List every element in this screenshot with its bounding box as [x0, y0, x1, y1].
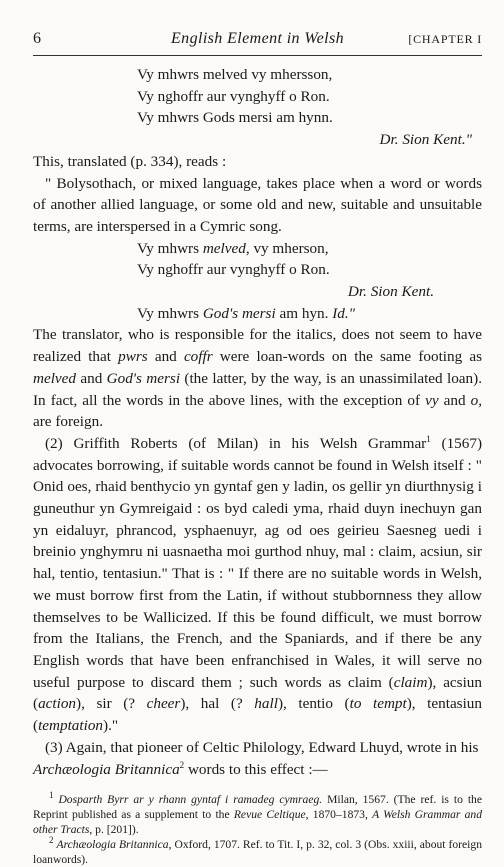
paragraph-griffith-roberts: (2) Griffith Roberts (of Milan) in his Welsh Grammar$^1$ (1567) advocates borrowing, if suitable words cannot be found in Welsh itself : " Onid oes, rhaid benthycio yn gyntaf gen y ladin, os gellir yn diurthnysig i guneuthur yn Gymreigaid : os byd caledi yma, rhaid duyn inechuyn gan yn eidaluyr, phrancod, ysphaenuyr, ag od oes geirieu Saesneg uedi i breinio ynghymru ni uasnaetha moi gurthod nhuy, mal : claim, acsiun, sir hal, tentio, tentasiun." That is : " If there are no suitable words in Welsh, we must borrow first from the Latin, if without stubbornness they allow themselves to be Wallicized. If this be found difficult, we must borrow from the Italians, the French, and the Spaniards, and if there be any English words that have been enfranchised in Wales, it will serve no useful purpose to discard them ; such words as claim (claim), acsiun (action), sir (? cheer), hal (? hall), tentio (to tempt), tentasiun (temptation)." — [33, 433, 483, 735]
verse2-line1: Vy mhwrs melved, vy mherson, — [137, 239, 329, 257]
verse2-line3: Vy mhwrs God's mersi am hyn. Id." — [137, 304, 356, 322]
verse1-attribution: Dr. Sion Kent." — [379, 131, 472, 149]
page-body — [33, 64, 482, 780]
verse1-line3: Vy mhwrs Gods mersi am hynn. — [137, 109, 333, 127]
verse2-attribution: Dr. Sion Kent. — [347, 283, 434, 301]
intro-line: This, translated (p. 334), reads : — [33, 152, 227, 170]
footnotes — [33, 792, 482, 867]
footnote-2: $^2$ Archæologia Britannica, Oxford, 1707. Ref. to Tit. I, p. 32, col. 3 (Obs. xxiii, about foreign loanwords). — [33, 835, 482, 867]
verse1-line1: Vy mhwrs melved vy mhersson, — [137, 66, 333, 83]
footnote-1: $^1$ Dosparth Byrr ar y rhann gyntaf i ramadeg cymraeg. Milan, 1567. (The ref. is to the Reprint published as a supplement to the Revue Celtique, 1870–1873, A Welsh Grammar and other Tracts, p. [201]). — [33, 790, 483, 837]
paragraph-translator: The translator, who is responsible for the italics, does not seem to have realized that pwrs and coffr were loan-words on the same footing as melved and God's mersi (the latter, by the way, is an unassimilated loan). In fact, all the words in the above lines, with the exception of vy and o, are foreign. — [33, 326, 483, 431]
running-title: English Element in Welsh — [171, 30, 344, 47]
footnote-ref-2: 2 — [179, 759, 185, 770]
quote-paragraph: " Bolysothach, or mixed language, takes place when a word or words of another allied language, or some old and new, suitable and unsuitable terms, are interspersed in a Cymric song. — [33, 174, 482, 235]
page-number: 6 — [33, 30, 41, 47]
verse2-line2: Vy nghoffr aur vynghyff o Ron. — [137, 261, 330, 279]
running-header — [33, 30, 482, 52]
header-rule — [33, 55, 482, 56]
paragraph-lhuyd: (3) Again, that pioneer of Celtic Philology, Edward Lhuyd, wrote in his Archæologia Britannica$^2$ words to this effect :— — [33, 738, 479, 778]
footnote-ref-1: 1 — [426, 433, 431, 444]
chapter-label: [CHAPTER I — [408, 32, 482, 46]
verse1-line2: Vy nghoffr aur vynghyff o Ron. — [137, 87, 330, 105]
